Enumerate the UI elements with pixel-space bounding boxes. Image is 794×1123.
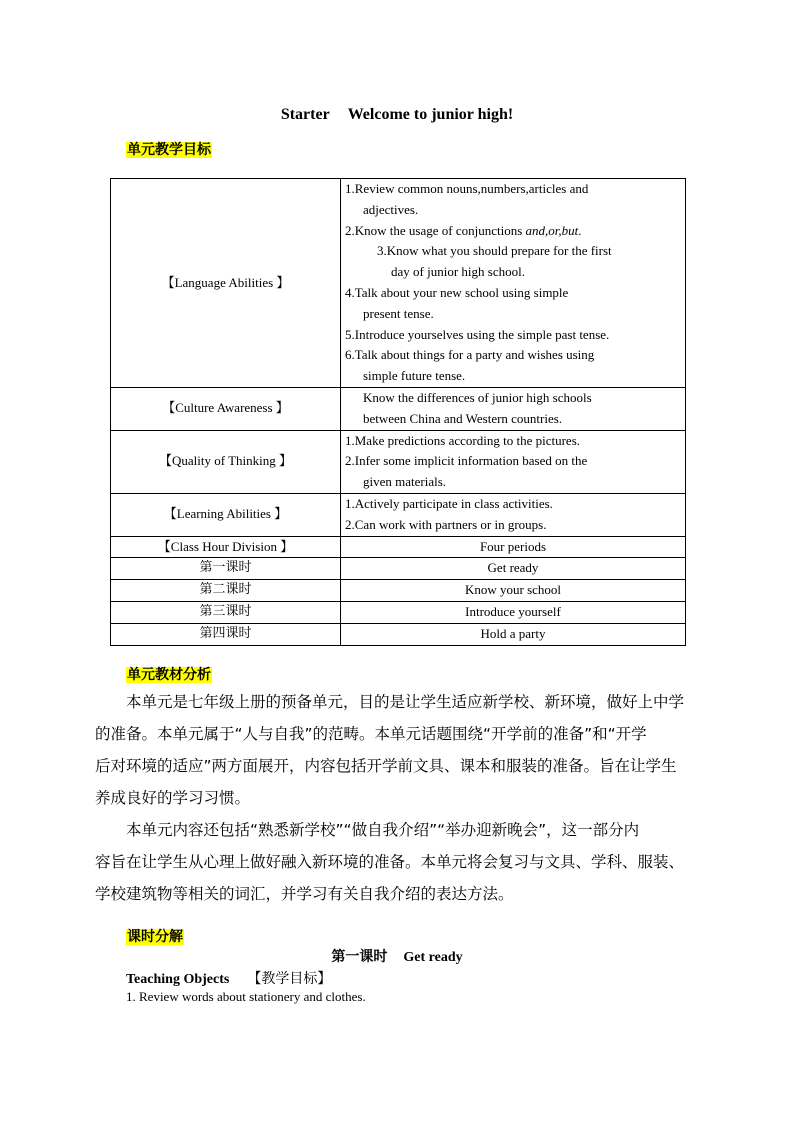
period-3-label: 第三课时 [111,601,341,623]
section-heading-lessons: 课时分解 [127,929,183,945]
list-item: Know the differences of junior high schools [363,390,592,405]
list-item: 3.Know what you should prepare for the first [377,243,612,259]
period-3-value: Introduce yourself [341,601,686,623]
table-row [111,388,686,431]
period-4-value: Hold a party [341,623,686,645]
list-item: adjectives. [363,201,419,217]
period-2-value: Know your school [341,580,686,602]
section-heading-analysis: 单元教材分析 [127,667,211,683]
unit-goals-table [110,178,686,646]
paragraph-line: 容旨在让学生从心理上做好融入新环境的准备。本单元将会复习与文具、学科、服装、 [95,853,685,871]
analysis-paragraph-1 [95,686,716,814]
teaching-objects-cn: 【教学目标】 [247,971,332,987]
list-item: 4.Talk about your new school using simple [345,285,569,300]
list-item: 6.Talk about things for a party and wishes using [345,347,595,363]
list-item: between China and Western countries. [363,410,563,426]
page-title [0,106,794,124]
paragraph-line: 后对环境的适应”两方面展开，内容包括开学前文具、课本和服装的准备。旨在让学生 [95,757,677,775]
list-item: 2.Can work with partners or in groups. [345,516,547,532]
table-row [111,623,686,645]
list-item: 1.Make predictions according to the pictures. [345,432,581,448]
paragraph-line: 养成良好的学习习惯。 [95,789,251,807]
objective-1: 1. Review words about stationery and clothes. [126,989,366,1004]
label-quality-of-thinking: 【Quality of Thinking 】 [111,430,341,493]
table-row [111,601,686,623]
table-row [111,558,686,580]
label-learning-abilities: 【Learning Abilities 】 [111,493,341,536]
list-item: given materials. [363,474,447,490]
list-item: 5.Introduce yourselves using the simple past tense. [345,326,610,342]
title-starter: Starter [280,106,330,123]
list-item: present tense. [363,305,434,321]
period-4-label: 第四课时 [111,623,341,645]
label-culture-awareness: 【Culture Awareness 】 [111,388,341,431]
paragraph-line: 学校建筑物等相关的词汇，并学习有关自我介绍的表达方法。 [95,885,514,903]
lesson-1-heading [0,946,794,966]
table-row [111,493,686,536]
culture-awareness-cell [341,388,686,431]
table-row [111,179,686,388]
list-item: 1.Review common nouns,numbers,articles and [345,181,589,197]
learning-abilities-cell [341,493,686,536]
lesson-1-title: Get ready [403,950,463,965]
list-item: 1.Actively participate in class activities. [345,495,553,511]
title-welcome: Welcome to junior high! [347,106,514,123]
label-language-abilities: 【Language Abilities 】 [111,179,341,388]
list-item: 2.Infer some implicit information based on the [345,453,588,469]
list-item: simple future tense. [363,368,466,384]
class-hour-division-value: Four periods [341,536,686,558]
analysis-paragraph-2 [95,814,716,910]
paragraph-line: 本单元是七年级上册的预备单元，目的是让学生适应新学校、新环境，做好上中学 [126,693,685,711]
list-item: day of junior high school. [391,264,525,280]
table-row [111,580,686,602]
paragraph-line: 本单元内容还包括“熟悉新学校”“做自我介绍”“举办迎新晚会”，这一部分内 [126,821,640,839]
period-1-value: Get ready [341,558,686,580]
label-class-hour-division: 【Class Hour Division 】 [111,536,341,558]
period-1-label: 第一课时 [111,558,341,580]
section-heading-goals: 单元教学目标 [127,142,211,158]
table-row [111,536,686,558]
teaching-objects-heading [126,968,331,988]
quality-of-thinking-cell [341,430,686,493]
paragraph-line: 的准备。本单元属于“人与自我”的范畴。本单元话题围绕“开学前的准备”和“开学 [95,725,647,743]
lesson-1-number: 第一课时 [331,949,388,965]
table-row [111,430,686,493]
teaching-objects-en: Teaching Objects [126,972,230,987]
period-2-label: 第二课时 [111,580,341,602]
language-abilities-cell [341,179,686,388]
list-item: 2.Know the usage of conjunctions and,or,but. [345,222,582,238]
